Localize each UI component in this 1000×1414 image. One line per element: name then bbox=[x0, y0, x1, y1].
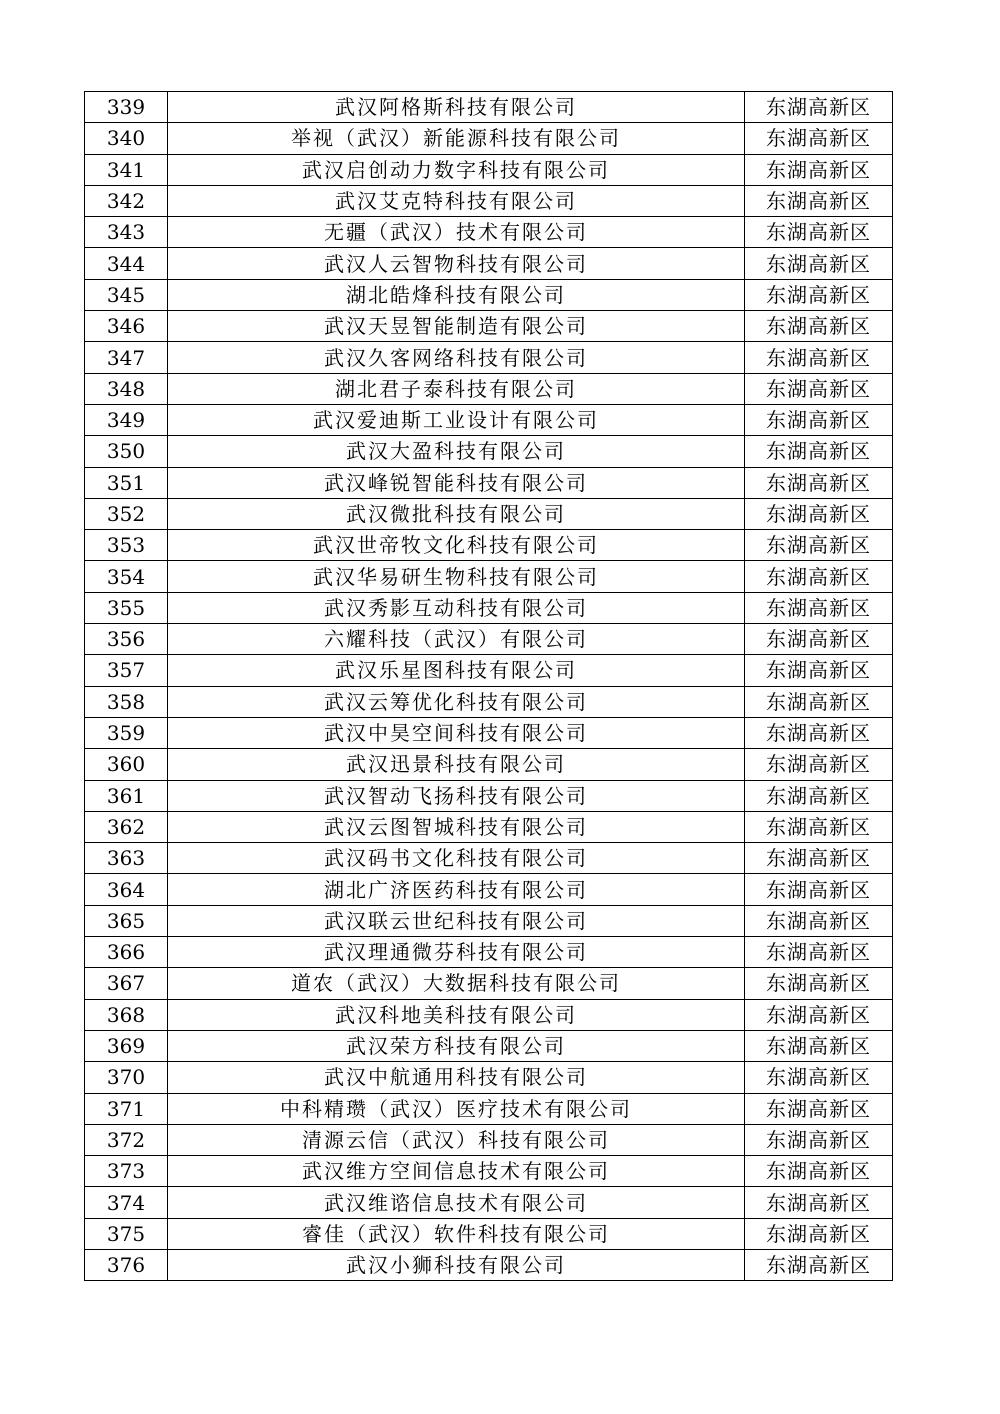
company-name: 武汉科地美科技有限公司 bbox=[168, 999, 745, 1030]
table-row bbox=[85, 1249, 893, 1280]
company-name: 湖北广济医药科技有限公司 bbox=[168, 874, 745, 905]
company-list-body bbox=[85, 92, 893, 1281]
district-name: 东湖高新区 bbox=[745, 843, 893, 874]
row-number: 357 bbox=[85, 655, 168, 686]
row-number: 341 bbox=[85, 154, 168, 185]
row-number: 354 bbox=[85, 561, 168, 592]
company-name: 武汉人云智物科技有限公司 bbox=[168, 248, 745, 279]
district-name: 东湖高新区 bbox=[745, 530, 893, 561]
company-name: 清源云信（武汉）科技有限公司 bbox=[168, 1124, 745, 1155]
company-name: 武汉乐星图科技有限公司 bbox=[168, 655, 745, 686]
district-name: 东湖高新区 bbox=[745, 436, 893, 467]
company-name: 武汉世帝牧文化科技有限公司 bbox=[168, 530, 745, 561]
district-name: 东湖高新区 bbox=[745, 968, 893, 999]
row-number: 347 bbox=[85, 342, 168, 373]
company-name: 武汉天昱智能制造有限公司 bbox=[168, 311, 745, 342]
district-name: 东湖高新区 bbox=[745, 1062, 893, 1093]
company-name: 武汉启创动力数字科技有限公司 bbox=[168, 154, 745, 185]
district-name: 东湖高新区 bbox=[745, 780, 893, 811]
company-name: 湖北皓烽科技有限公司 bbox=[168, 279, 745, 310]
table-row bbox=[85, 811, 893, 842]
table-row bbox=[85, 717, 893, 748]
table-row bbox=[85, 749, 893, 780]
district-name: 东湖高新区 bbox=[745, 1030, 893, 1061]
district-name: 东湖高新区 bbox=[745, 686, 893, 717]
row-number: 359 bbox=[85, 717, 168, 748]
table-row bbox=[85, 780, 893, 811]
table-row bbox=[85, 592, 893, 623]
table-row bbox=[85, 467, 893, 498]
row-number: 353 bbox=[85, 530, 168, 561]
company-name: 武汉云筹优化科技有限公司 bbox=[168, 686, 745, 717]
district-name: 东湖高新区 bbox=[745, 467, 893, 498]
district-name: 东湖高新区 bbox=[745, 749, 893, 780]
table-row bbox=[85, 436, 893, 467]
district-name: 东湖高新区 bbox=[745, 1187, 893, 1218]
row-number: 361 bbox=[85, 780, 168, 811]
row-number: 365 bbox=[85, 905, 168, 936]
district-name: 东湖高新区 bbox=[745, 1124, 893, 1155]
district-name: 东湖高新区 bbox=[745, 154, 893, 185]
table-row bbox=[85, 154, 893, 185]
row-number: 342 bbox=[85, 185, 168, 216]
row-number: 372 bbox=[85, 1124, 168, 1155]
row-number: 368 bbox=[85, 999, 168, 1030]
company-name: 无疆（武汉）技术有限公司 bbox=[168, 217, 745, 248]
company-name: 武汉联云世纪科技有限公司 bbox=[168, 905, 745, 936]
company-name: 武汉中昊空间科技有限公司 bbox=[168, 717, 745, 748]
company-name: 武汉爱迪斯工业设计有限公司 bbox=[168, 404, 745, 435]
table-row bbox=[85, 937, 893, 968]
district-name: 东湖高新区 bbox=[745, 1156, 893, 1187]
company-name: 中科精瓒（武汉）医疗技术有限公司 bbox=[168, 1093, 745, 1124]
row-number: 350 bbox=[85, 436, 168, 467]
row-number: 367 bbox=[85, 968, 168, 999]
company-name: 武汉迅景科技有限公司 bbox=[168, 749, 745, 780]
row-number: 374 bbox=[85, 1187, 168, 1218]
table-row bbox=[85, 561, 893, 592]
row-number: 351 bbox=[85, 467, 168, 498]
company-name: 睿佳（武汉）软件科技有限公司 bbox=[168, 1218, 745, 1249]
table-row bbox=[85, 185, 893, 216]
company-name: 武汉峰锐智能科技有限公司 bbox=[168, 467, 745, 498]
district-name: 东湖高新区 bbox=[745, 874, 893, 905]
table-row bbox=[85, 342, 893, 373]
company-name: 武汉码书文化科技有限公司 bbox=[168, 843, 745, 874]
table-row bbox=[85, 655, 893, 686]
district-name: 东湖高新区 bbox=[745, 811, 893, 842]
company-name: 武汉华易研生物科技有限公司 bbox=[168, 561, 745, 592]
table-row bbox=[85, 999, 893, 1030]
row-number: 340 bbox=[85, 123, 168, 154]
district-name: 东湖高新区 bbox=[745, 311, 893, 342]
district-name: 东湖高新区 bbox=[745, 92, 893, 123]
company-name: 六耀科技（武汉）有限公司 bbox=[168, 624, 745, 655]
row-number: 339 bbox=[85, 92, 168, 123]
row-number: 375 bbox=[85, 1218, 168, 1249]
district-name: 东湖高新区 bbox=[745, 937, 893, 968]
table-row bbox=[85, 1156, 893, 1187]
table-row bbox=[85, 498, 893, 529]
table-row bbox=[85, 123, 893, 154]
company-name: 武汉小狮科技有限公司 bbox=[168, 1249, 745, 1280]
company-name: 武汉阿格斯科技有限公司 bbox=[168, 92, 745, 123]
row-number: 348 bbox=[85, 373, 168, 404]
table-row bbox=[85, 874, 893, 905]
company-name: 武汉维谘信息技术有限公司 bbox=[168, 1187, 745, 1218]
company-name: 湖北君子泰科技有限公司 bbox=[168, 373, 745, 404]
table-row bbox=[85, 968, 893, 999]
row-number: 376 bbox=[85, 1249, 168, 1280]
district-name: 东湖高新区 bbox=[745, 342, 893, 373]
company-name: 武汉微批科技有限公司 bbox=[168, 498, 745, 529]
district-name: 东湖高新区 bbox=[745, 1218, 893, 1249]
row-number: 373 bbox=[85, 1156, 168, 1187]
row-number: 345 bbox=[85, 279, 168, 310]
row-number: 362 bbox=[85, 811, 168, 842]
table-row bbox=[85, 686, 893, 717]
district-name: 东湖高新区 bbox=[745, 248, 893, 279]
row-number: 363 bbox=[85, 843, 168, 874]
row-number: 344 bbox=[85, 248, 168, 279]
district-name: 东湖高新区 bbox=[745, 655, 893, 686]
district-name: 东湖高新区 bbox=[745, 217, 893, 248]
district-name: 东湖高新区 bbox=[745, 561, 893, 592]
table-row bbox=[85, 404, 893, 435]
district-name: 东湖高新区 bbox=[745, 498, 893, 529]
district-name: 东湖高新区 bbox=[745, 624, 893, 655]
company-name: 武汉久客网络科技有限公司 bbox=[168, 342, 745, 373]
table-row bbox=[85, 1093, 893, 1124]
company-name: 武汉大盈科技有限公司 bbox=[168, 436, 745, 467]
table-row bbox=[85, 1218, 893, 1249]
table-row bbox=[85, 1062, 893, 1093]
company-name: 武汉秀影互动科技有限公司 bbox=[168, 592, 745, 623]
district-name: 东湖高新区 bbox=[745, 1093, 893, 1124]
row-number: 371 bbox=[85, 1093, 168, 1124]
row-number: 369 bbox=[85, 1030, 168, 1061]
row-number: 349 bbox=[85, 404, 168, 435]
table-row bbox=[85, 311, 893, 342]
row-number: 360 bbox=[85, 749, 168, 780]
company-name: 武汉智动飞扬科技有限公司 bbox=[168, 780, 745, 811]
table-row bbox=[85, 373, 893, 404]
row-number: 346 bbox=[85, 311, 168, 342]
table-row bbox=[85, 217, 893, 248]
company-list-table bbox=[84, 91, 893, 1281]
company-name: 武汉理通微芬科技有限公司 bbox=[168, 937, 745, 968]
table-row bbox=[85, 1187, 893, 1218]
row-number: 343 bbox=[85, 217, 168, 248]
table-row bbox=[85, 530, 893, 561]
table-row bbox=[85, 905, 893, 936]
row-number: 364 bbox=[85, 874, 168, 905]
district-name: 东湖高新区 bbox=[745, 999, 893, 1030]
table-row bbox=[85, 248, 893, 279]
district-name: 东湖高新区 bbox=[745, 373, 893, 404]
district-name: 东湖高新区 bbox=[745, 404, 893, 435]
table-row bbox=[85, 843, 893, 874]
district-name: 东湖高新区 bbox=[745, 123, 893, 154]
table-row bbox=[85, 1124, 893, 1155]
company-name: 举视（武汉）新能源科技有限公司 bbox=[168, 123, 745, 154]
company-name: 武汉维方空间信息技术有限公司 bbox=[168, 1156, 745, 1187]
table-row bbox=[85, 92, 893, 123]
row-number: 356 bbox=[85, 624, 168, 655]
district-name: 东湖高新区 bbox=[745, 592, 893, 623]
district-name: 东湖高新区 bbox=[745, 905, 893, 936]
company-name: 武汉云图智城科技有限公司 bbox=[168, 811, 745, 842]
row-number: 352 bbox=[85, 498, 168, 529]
company-name: 道农（武汉）大数据科技有限公司 bbox=[168, 968, 745, 999]
table-row bbox=[85, 1030, 893, 1061]
district-name: 东湖高新区 bbox=[745, 279, 893, 310]
table-row bbox=[85, 624, 893, 655]
company-name: 武汉艾克特科技有限公司 bbox=[168, 185, 745, 216]
table-row bbox=[85, 279, 893, 310]
company-name: 武汉荣方科技有限公司 bbox=[168, 1030, 745, 1061]
district-name: 东湖高新区 bbox=[745, 185, 893, 216]
row-number: 370 bbox=[85, 1062, 168, 1093]
company-name: 武汉中航通用科技有限公司 bbox=[168, 1062, 745, 1093]
row-number: 355 bbox=[85, 592, 168, 623]
row-number: 358 bbox=[85, 686, 168, 717]
district-name: 东湖高新区 bbox=[745, 1249, 893, 1280]
row-number: 366 bbox=[85, 937, 168, 968]
district-name: 东湖高新区 bbox=[745, 717, 893, 748]
